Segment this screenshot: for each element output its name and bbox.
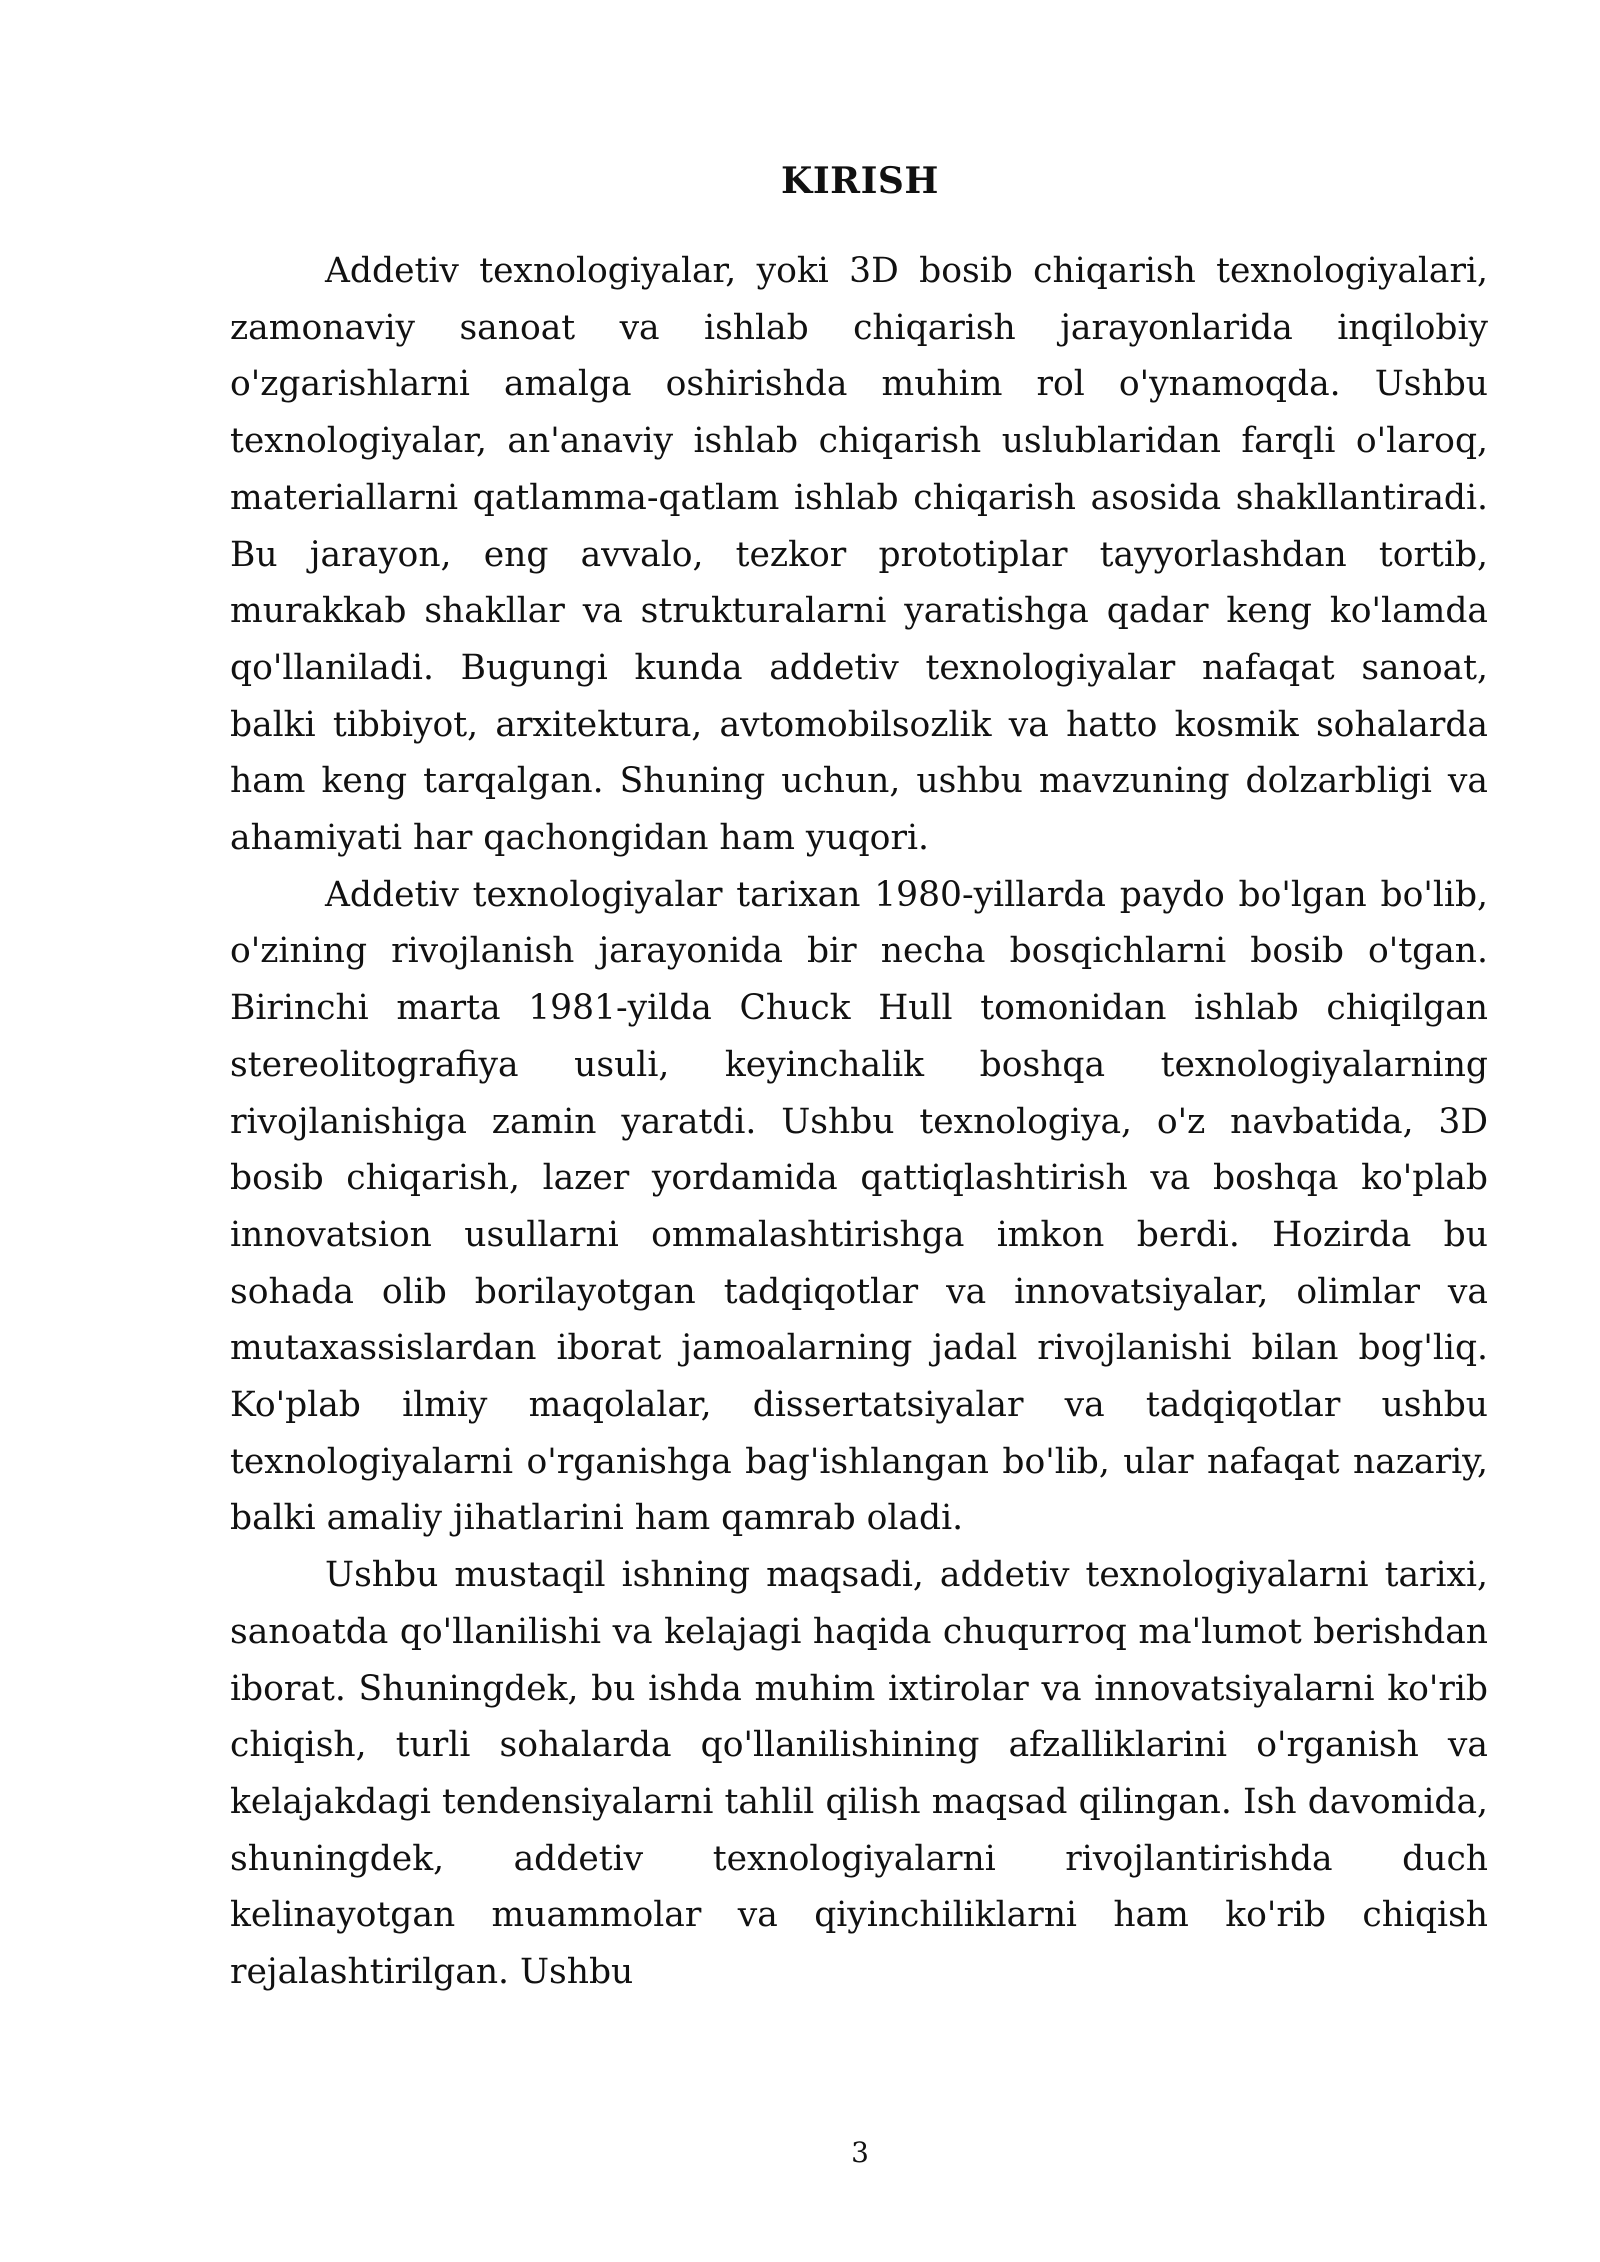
paragraph-2: Addetiv texnologiyalar tarixan 1980-yillarda paydo bo'lgan bo'lib, o'zining rivojlanish jarayonida bir necha bosqichlarni bosib o'tgan. Birinchi marta 1981-yilda Chuck Hull tomonidan ishlab chiqilgan stereolitografiya usuli, keyinchalik boshqa texnologiyalarning rivojlanishiga zamin yaratdi. Ushbu texnologiya, o'z navbatida, 3D bosib chiqarish, lazer yordamida qattiqlashtirish va boshqa ko'plab innovatsion usullarni ommalashtirishga imkon berdi. Hozirda bu sohada olib borilayotgan tadqiqotlar va innovatsiyalar, olimlar va mutaxassislardan iborat jamoalarning jadal rivojlanishi bilan bog'liq. Ko'plab ilmiy maqolalar, dissertatsiyalar va tadqiqotlar ushbu texnologiyalarni o'rganishga bag'ishlangan bo'lib, ular nafaqat nazariy, balki amaliy jihatlarini ham qamrab oladi. <box>230 874 1488 1539</box>
section-heading: KIRISH <box>781 160 939 202</box>
page-number: 3 <box>851 2136 869 2169</box>
paragraph-3: Ushbu mustaqil ishning maqsadi, addetiv texnologiyalarni tarixi, sanoatda qo'llanilishi va kelajagi haqida chuqurroq ma'lumot berishdan iborat. Shuningdek, bu ishda muhim ixtirolar va innovatsiyalarni ko'rib chiqish, turli sohalarda qo'llanilishining afzalliklarini o'rganish va kelajakdagi tendensiyalarni tahlil qilish maqsad qilingan. Ish davomida, shuningdek, addetiv texnologiyalarni rivojlantirishda duch kelinayotgan muammolar va qiyinchiliklarni ham ko'rib chiqish rejalashtirilgan. Ushbu <box>230 1555 1488 1993</box>
body-text <box>230 243 1488 2001</box>
paragraph-1: Addetiv texnologiyalar, yoki 3D bosib chiqarish texnologiyalari, zamonaviy sanoat va ishlab chiqarish jarayonlarida inqilobiy o'zgarishlarni amalga oshirishda muhim rol o'ynamoqda. Ushbu texnologiyalar, an'anaviy ishlab chiqarish uslublaridan farqli o'laroq, materiallarni qatlamma-qatlam ishlab chiqarish asosida shakllantiradi. Bu jarayon, eng avvalo, tezkor prototiplar tayyorlashdan tortib, murakkab shakllar va strukturalarni yaratishga qadar keng ko'lamda qo'llaniladi. Bugungi kunda addetiv texnologiyalar nafaqat sanoat, balki tibbiyot, arxitektura, avtomobilsozlik va hatto kosmik sohalarda ham keng tarqalgan. Shuning uchun, ushbu mavzuning dolzarbligi va ahamiyati har qachongidan ham yuqori. <box>230 251 1488 859</box>
